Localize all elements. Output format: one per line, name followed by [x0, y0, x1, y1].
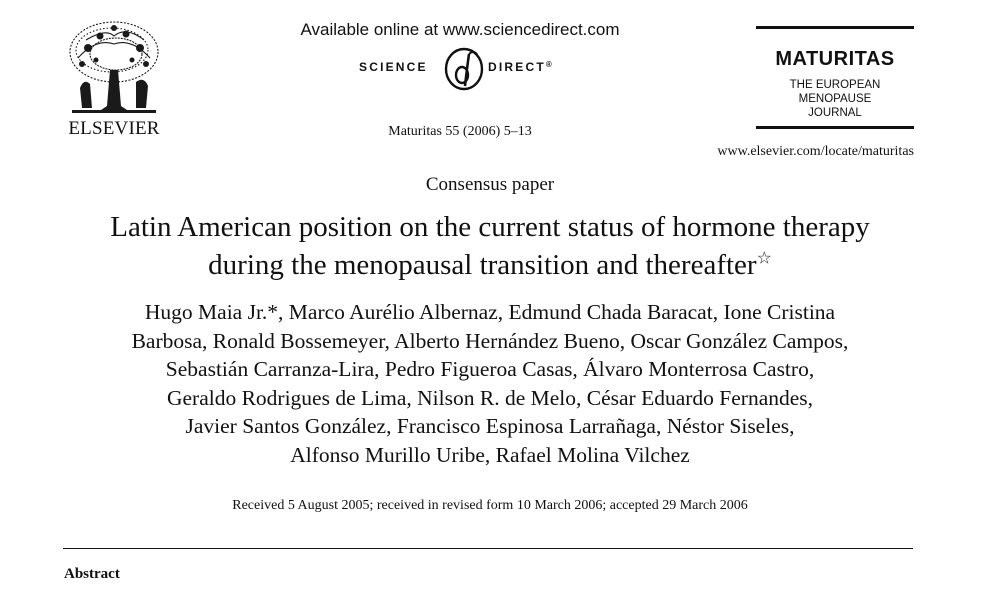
abstract-heading: Abstract [64, 566, 120, 582]
registered-mark: ® [545, 60, 552, 69]
title-footnote-star-icon[interactable]: ☆ [756, 248, 772, 268]
title-line: Latin American position on the current status of hormone therapy [110, 211, 870, 243]
journal-box-rule-top [756, 26, 914, 29]
elsevier-logo [60, 18, 168, 142]
author-line: Barbosa, Ronald Bossemeyer, Alberto Hernández Bueno, Oscar González Campos, [131, 328, 849, 353]
author-list [70, 298, 910, 469]
received-dates: Received 5 August 2005; received in revised form 10 March 2006; accepted 29 March 2006 [232, 498, 748, 513]
article-title [40, 208, 940, 284]
journal-title: MATURITAS [775, 48, 895, 70]
journal-subtitle-line: THE EUROPEAN [789, 79, 881, 91]
journal-box-rule-bottom [756, 126, 914, 129]
sciencedirect-d-icon [443, 46, 485, 92]
author-line: Javier Santos González, Francisco Espinosa Larrañaga, Néstor Siseles, [185, 414, 795, 438]
section-divider [63, 548, 913, 549]
elsevier-tree-icon [66, 18, 162, 116]
journal-subtitle-line: JOURNAL [808, 107, 862, 119]
author-line: Sebastián Carranza-Lira, Pedro Figueroa Casas, Álvaro Monterrosa Castro, [165, 357, 815, 381]
author-line: Alfonso Murillo Uribe, Rafael Molina Vilchez [290, 442, 690, 467]
journal-subtitle-line: MENOPAUSE [798, 93, 872, 105]
author-line: Hugo Maia Jr.*, Marco Aurélio Albernaz, Edmund Chada Baracat, Ione Cristina [144, 300, 836, 324]
journal-url-link[interactable]: www.elsevier.com/locate/maturitas [717, 144, 914, 159]
journal-reference: Maturitas 55 (2006) 5–13 [388, 124, 532, 139]
author-line: Geraldo Rodrigues de Lima, Nilson R. de Melo, César Eduardo Fernandes, [166, 385, 814, 410]
title-line [40, 246, 940, 284]
publisher-name: ELSEVIER [68, 118, 160, 139]
title-line-text: during the menopausal transition and thereafter [208, 249, 757, 281]
sciencedirect-right-word: DIRECT® [488, 60, 552, 74]
paper-type: Consensus paper [425, 174, 555, 195]
sciencedirect-left-word: SCIENCE [359, 60, 428, 74]
available-online-text: Available online at www.sciencedirect.com [300, 20, 620, 39]
sciencedirect-logo [355, 46, 575, 94]
journal-title-box [756, 26, 914, 130]
